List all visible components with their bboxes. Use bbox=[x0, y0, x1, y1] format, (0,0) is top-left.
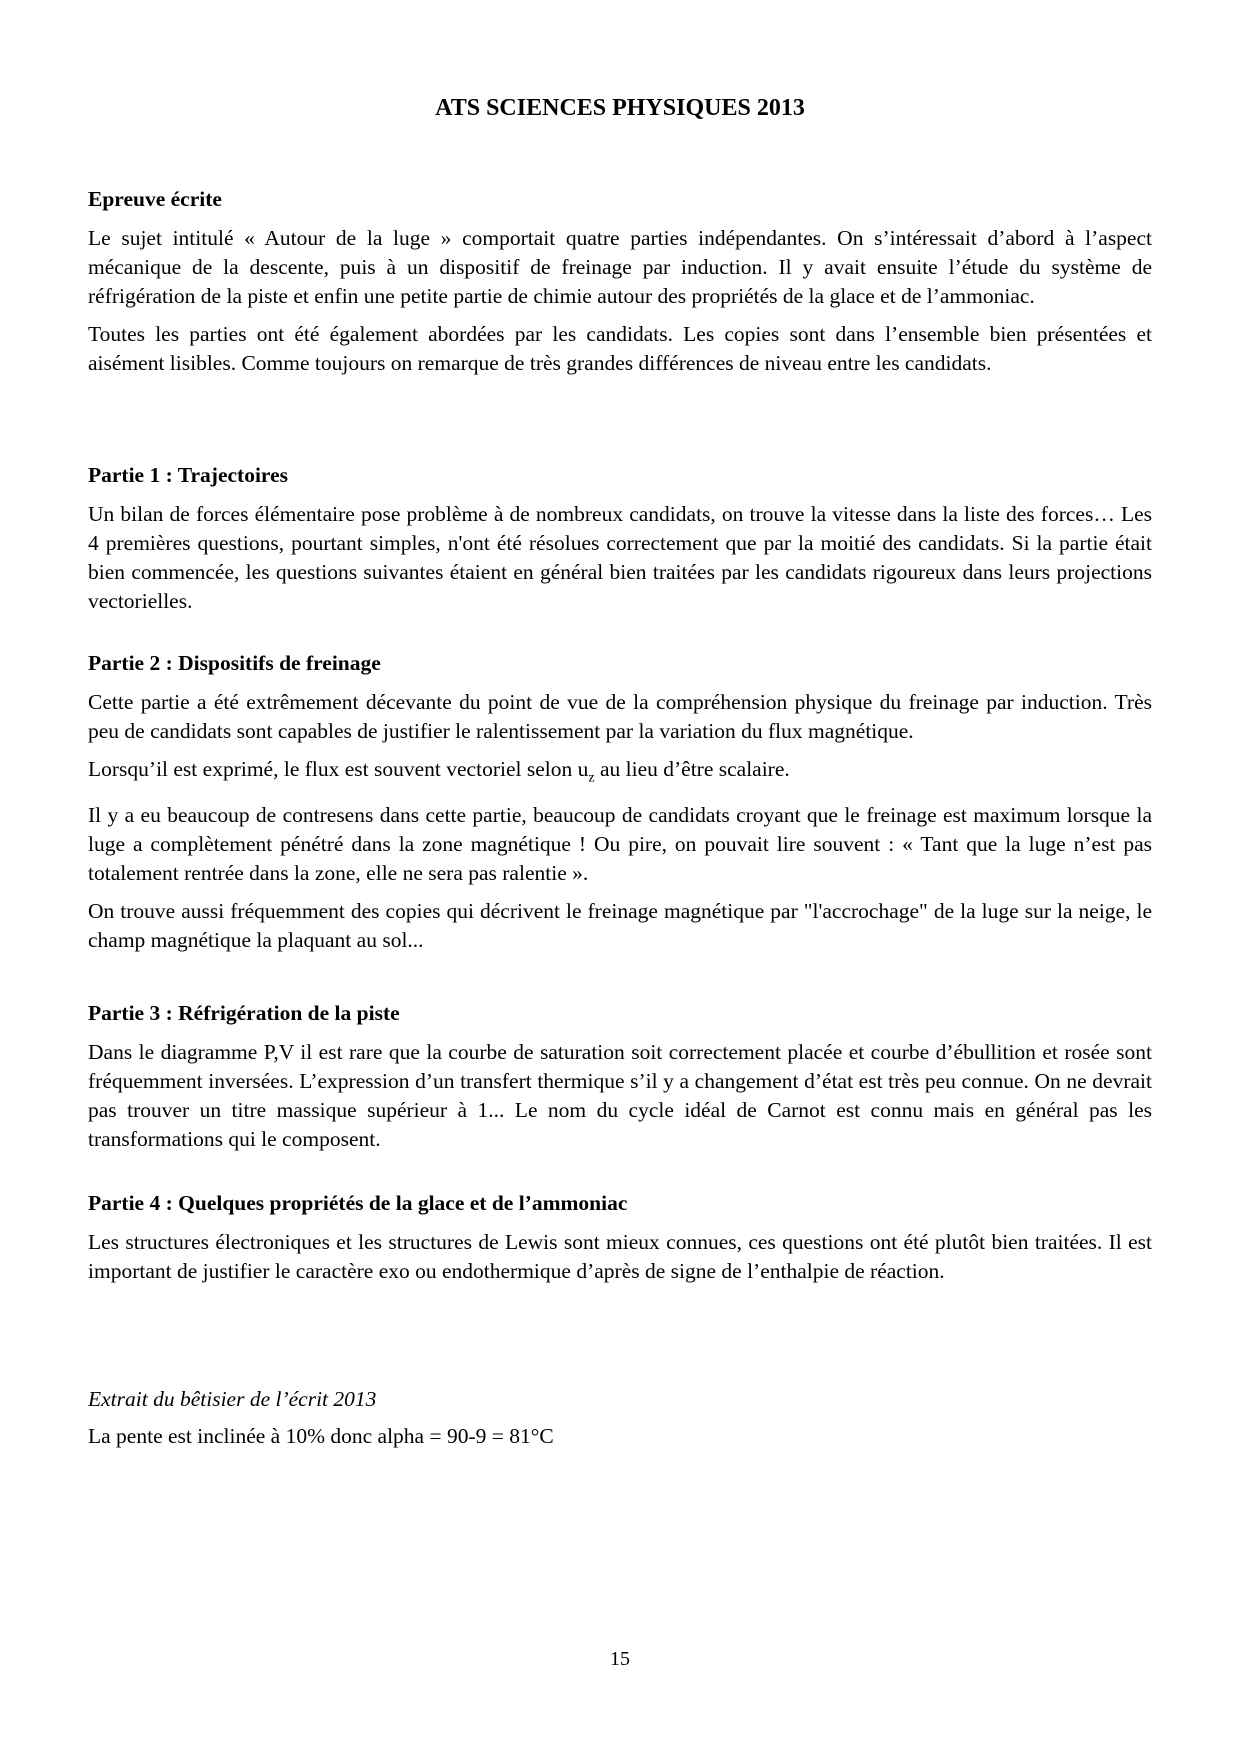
section-heading: Partie 1 : Trajectoires bbox=[88, 463, 288, 487]
section-epreuve-ecrite bbox=[88, 184, 1152, 387]
paragraph-flux bbox=[88, 755, 1152, 792]
paragraph: Cette partie a été extrêmement décevante du point de vue de la compréhension physique du freinage par induction. Très peu de candidats sont capables de justifier le ralentissement par la variation du flux magnétique. bbox=[88, 690, 1152, 743]
section-heading: Partie 2 : Dispositifs de freinage bbox=[88, 651, 381, 675]
paragraph: Les structures électroniques et les structures de Lewis sont mieux connues, ces questions ont été plutôt bien traitées. Il est important de justifier le caractère exo ou endothermique d’après de signe de l’enthalpie de réaction. bbox=[88, 1230, 1152, 1283]
betisier-line: La pente est inclinée à 10% donc alpha = 90-9 = 81°C bbox=[88, 1424, 554, 1448]
section-partie-3 bbox=[88, 998, 1152, 1163]
betisier-heading: Extrait du bêtisier de l’écrit 2013 bbox=[88, 1387, 377, 1411]
paragraph: Le sujet intitulé « Autour de la luge » comportait quatre parties indépendantes. On s’intéressait d’abord à l’aspect mécanique de la descente, puis à un dispositif de freinage par induction. Il y avait ensuite l’étude du système de réfrigération de la piste et enfin une petite partie de chimie autour des propriétés de la glace et de l’ammoniac. bbox=[88, 226, 1152, 308]
paragraph: Un bilan de forces élémentaire pose problème à de nombreux candidats, on trouve la vitesse dans la liste des forces… Les 4 premières questions, pourtant simples, n'ont été résolues correctement que par la moitié des candidats. Si la partie était bien commencée, les questions suivantes étaient en général bien traitées par les candidats rigoureux dans leurs projections vectorielles. bbox=[88, 502, 1152, 613]
paragraph: Il y a eu beaucoup de contresens dans cette partie, beaucoup de candidats croyant que le freinage est maximum lorsque la luge a complètement pénétré dans la zone magnétique ! Ou pire, on pouvait lire souvent : « Tant que la luge n’est pas totalement rentrée dans la zone, elle ne sera pas ralentie ». bbox=[88, 803, 1152, 886]
section-partie-1 bbox=[88, 460, 1152, 625]
page-number: 15 bbox=[610, 1648, 630, 1670]
subscript: z bbox=[588, 770, 595, 786]
paragraph: Dans le diagramme P,V il est rare que la courbe de saturation soit correctement placée et courbe d’ébullition et rosée sont fréquemment inversées. L’expression d’un transfert thermique s’il y a changement d’état est très peu connue. On ne devrait pas trouver un titre massique supérieur à 1... Le nom du cycle idéal de Carnot est connu mais en général pas les transformations qui le composent. bbox=[88, 1040, 1152, 1151]
section-partie-4 bbox=[88, 1188, 1152, 1295]
document-title: ATS SCIENCES PHYSIQUES 2013 bbox=[435, 95, 805, 121]
section-heading: Partie 4 : Quelques propriétés de la glace et de l’ammoniac bbox=[88, 1191, 628, 1215]
text-run: Lorsqu’il est exprimé, le flux est souvent vectoriel selon u bbox=[88, 757, 589, 781]
section-partie-2 bbox=[88, 648, 1152, 964]
text-run: au lieu d’être scalaire. bbox=[594, 757, 790, 781]
section-heading: Epreuve écrite bbox=[88, 187, 222, 211]
paragraph: On trouve aussi fréquemment des copies qui décrivent le freinage magnétique par "l'accrochage" de la luge sur la neige, le champ magnétique la plaquant au sol... bbox=[88, 899, 1152, 953]
section-heading: Partie 3 : Réfrigération de la piste bbox=[88, 1001, 400, 1025]
paragraph: Toutes les parties ont été également abordées par les candidats. Les copies sont dans l’ensemble bien présentées et aisément lisibles. Comme toujours on remarque de très grandes différences de niveau entre les candidats. bbox=[88, 322, 1152, 375]
section-betisier bbox=[88, 1384, 1152, 1460]
